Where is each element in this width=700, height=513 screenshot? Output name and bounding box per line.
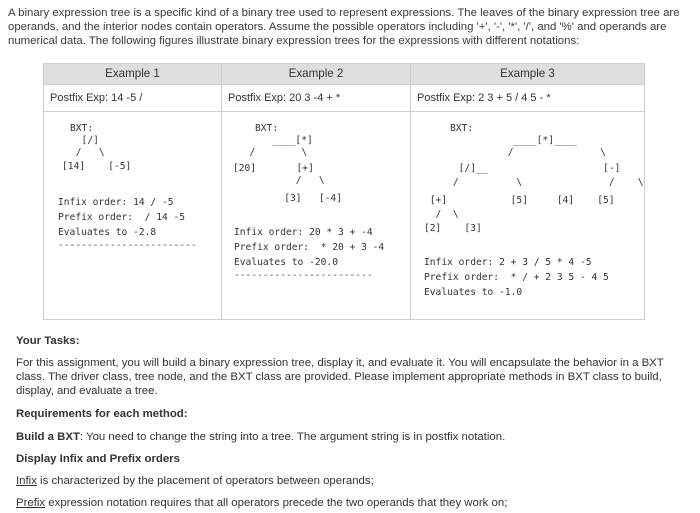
- example-2-postfix: Postfix Exp: 20 3 -4 + *: [222, 84, 410, 111]
- example-2-tree-line: [20] [+]: [233, 163, 314, 174]
- intro-paragraph: A binary expression tree is a specific kind of a binary tree used to represent expressions. The leaves of the binary expression tree are operands, and the interior nodes contain operators. Assume the possible operators including '+', '-', '*', '/', and '%' and operands are numerical data. The following figures illustrate binary expression trees for the expressions with different notations:: [8, 7, 680, 47]
- example-2-prefix: Prefix order: * 20 + 3 -4: [234, 242, 385, 253]
- example-2-tree-line: / \: [238, 147, 308, 158]
- example-2-tree-line: BXT:: [255, 123, 279, 134]
- example-3-tree-line: ____[*]____: [450, 135, 578, 146]
- tasks-heading: Your Tasks:: [16, 335, 80, 347]
- example-3-postfix: Postfix Exp: 2 3 + 5 / 4 5 - *: [411, 84, 644, 111]
- example-3-evaluates: Evaluates to -1.0: [424, 287, 523, 298]
- example-2-tree-line: ____[*]: [255, 135, 313, 146]
- build-bxt-text: : You need to change the string into a tree. The argument string is in postfix notation.: [79, 431, 506, 443]
- example-1-tree-line: [/]: [70, 135, 99, 146]
- example-2-tree-line: / \: [238, 175, 325, 186]
- example-1-tree-line: / \: [70, 147, 105, 158]
- prefix-text: expression notation requires that all operators precede the two operands that they work on;: [45, 497, 508, 509]
- example-3-prefix: Prefix order: * / + 2 3 5 - 4 5: [424, 272, 609, 283]
- prefix-line: [16, 496, 507, 510]
- infix-link[interactable]: Infix: [16, 475, 37, 487]
- example-1-divider: ------------------------: [58, 240, 197, 251]
- example-1-header: Example 1: [44, 64, 221, 84]
- infix-text: is characterized by the placement of operators between operands;: [36, 475, 374, 487]
- prefix-link[interactable]: Prefix: [16, 497, 46, 509]
- example-3-infix: Infix order: 2 + 3 / 5 * 4 -5: [424, 257, 592, 268]
- example-3-tree-line: [+] [5] [4] [5]: [424, 195, 615, 206]
- infix-line: [16, 474, 374, 488]
- example-3-tree-line: [2] [3]: [424, 223, 482, 234]
- tasks-body: For this assignment, you will build a binary expression tree, display it, and evaluate it. You will encapsulate the behavior in a BXT class. The driver class, tree node, and the BXT class are provided. Please implement appropriate methods in BXT class to build, display, and evaluate a tree.: [16, 357, 664, 397]
- example-3-header: Example 3: [411, 64, 644, 84]
- example-2-evaluates: Evaluates to -20.0: [234, 257, 338, 268]
- display-heading: Display Infix and Prefix orders: [16, 453, 180, 465]
- example-1-evaluates: Evaluates to -2.8: [58, 227, 157, 238]
- row-divider: [44, 111, 644, 112]
- example-1-tree-line: [14] [-5]: [62, 161, 132, 172]
- example-3-tree-line: / \ / \: [424, 177, 644, 188]
- example-3-tree-line: / \: [450, 147, 606, 158]
- examples-table: [43, 63, 645, 320]
- example-1-tree-line: BXT:: [70, 123, 94, 134]
- build-bxt-line: [16, 430, 505, 444]
- build-bxt-label: Build a BXT: [16, 431, 80, 443]
- example-1-postfix: Postfix Exp: 14 -5 /: [44, 84, 221, 111]
- example-3-tree-line: BXT:: [450, 123, 474, 134]
- example-2-header: Example 2: [222, 64, 410, 84]
- example-2-infix: Infix order: 20 * 3 + -4: [234, 227, 373, 238]
- requirements-heading: Requirements for each method:: [16, 408, 188, 420]
- example-2-tree-line: [3] [-4]: [238, 193, 342, 204]
- example-3-tree-line: / \: [424, 209, 459, 220]
- example-1-infix: Infix order: 14 / -5: [58, 197, 174, 208]
- example-1-prefix: Prefix order: / 14 -5: [58, 212, 186, 223]
- example-3-tree-line: [/]__ [-]: [424, 163, 621, 174]
- example-2-divider: ------------------------: [234, 270, 373, 281]
